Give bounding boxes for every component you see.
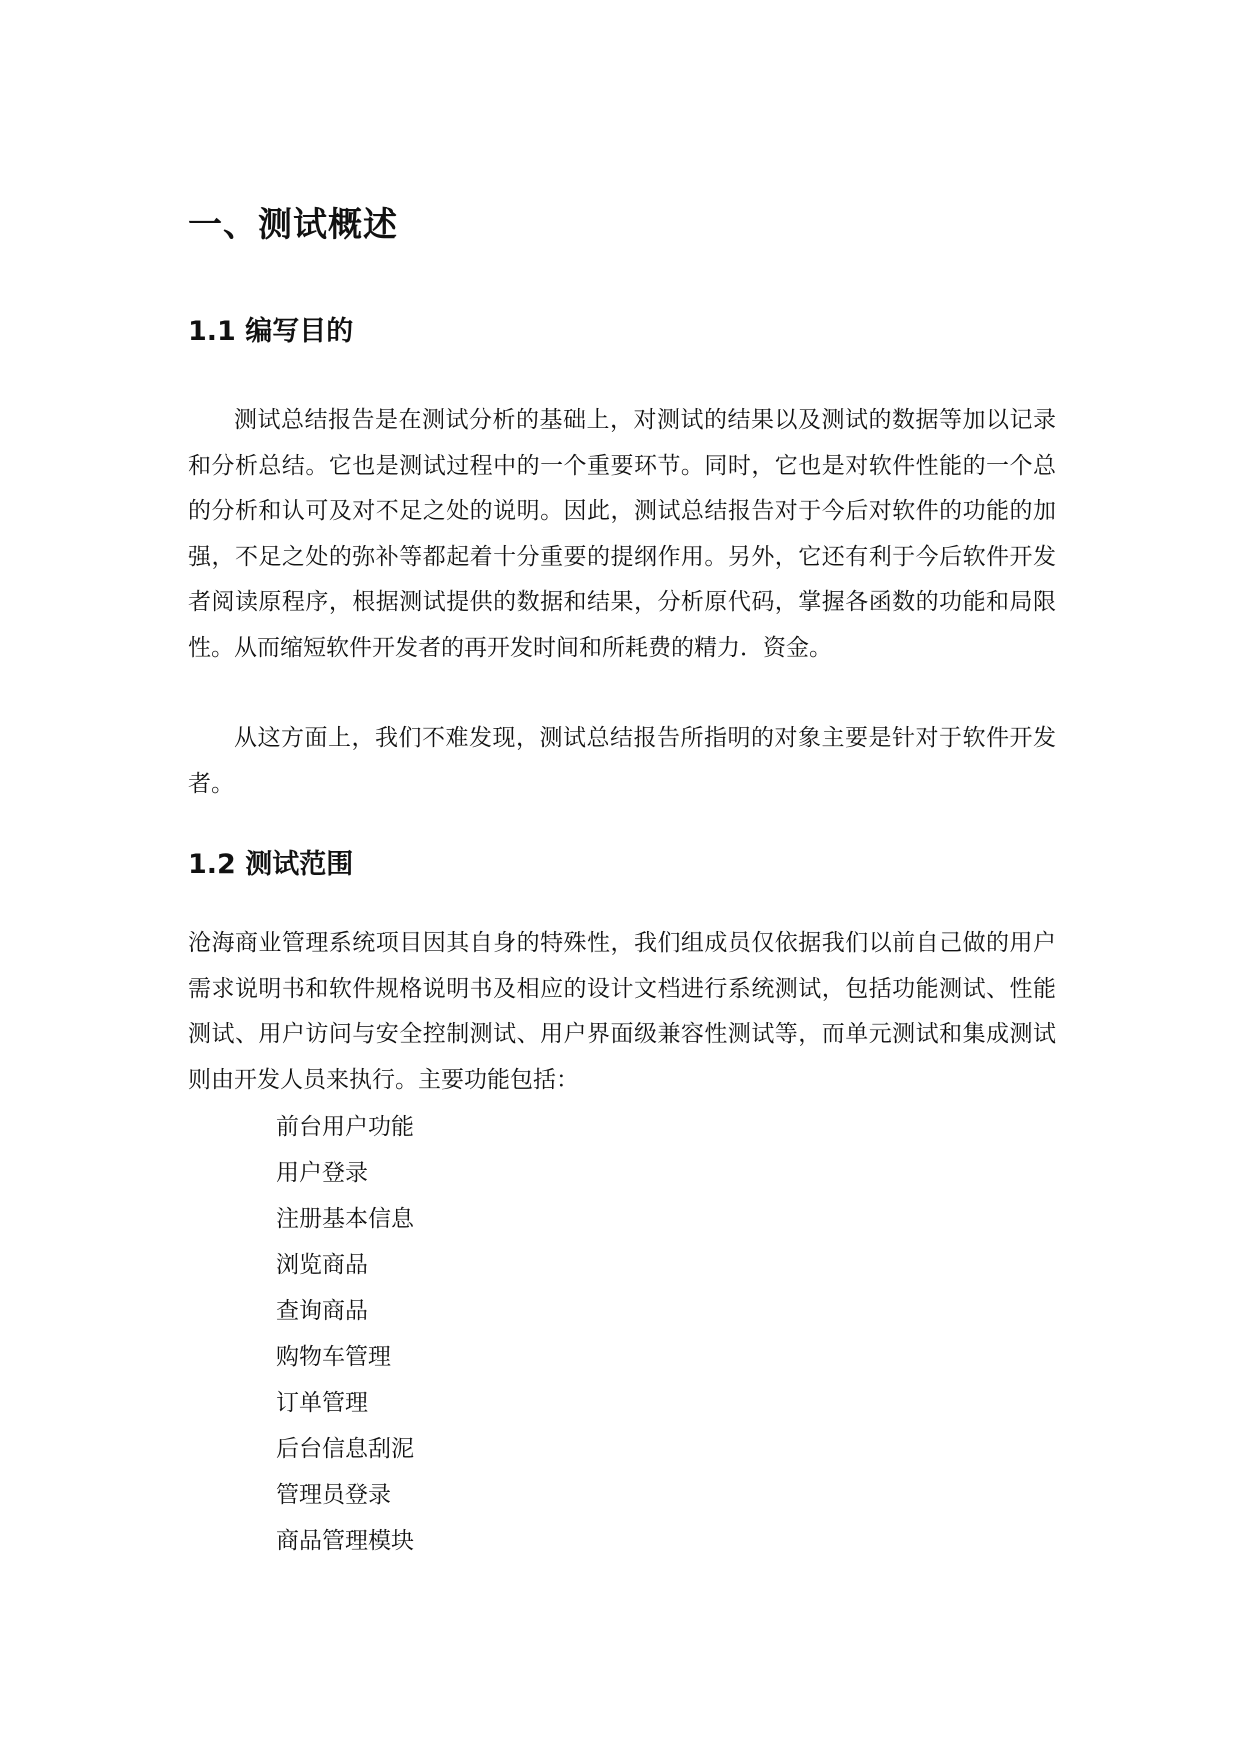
list-item: 前台用户功能 [276,1114,414,1140]
list-item: 浏览商品 [276,1252,368,1278]
paragraph-purpose-2: 从这方面上，我们不难发现，测试总结报告所指明的对象主要是针对于软件开发者。 [188,725,1056,797]
list-item: 订单管理 [276,1390,368,1416]
list-item: 后台信息刮泥 [276,1436,414,1462]
list-item: 商品管理模块 [276,1528,414,1554]
paragraph-purpose-1: 测试总结报告是在测试分析的基础上，对测试的结果以及测试的数据等加以记录和分析总结。它也是测试过程中的一个重要环节。同时，它也是对软件性能的一个总的分析和认可及对不足之处的说明。因此，测试总结报告对于今后对软件的功能的加强，不足之处的弥补等都起着十分重要的提纲作用。另外，它还有利于今后软件开发者阅读原程序，根据测试提供的数据和结果，分析原代码，掌握各函数的功能和局限性。从而缩短软件开发者的再开发时间和所耗费的精力．资金。 [188,407,1056,661]
heading-purpose: 1.1 编写目的 [188,316,354,347]
list-item: 购物车管理 [276,1344,391,1370]
list-item: 用户登录 [276,1160,368,1186]
section-title: 一、测试概述 [188,205,398,245]
list-item: 注册基本信息 [276,1206,414,1232]
list-item: 查询商品 [276,1298,368,1324]
heading-scope: 1.2 测试范围 [188,849,354,880]
paragraph-scope: 沧海商业管理系统项目因其自身的特殊性，我们组成员仅依据我们以前自己做的用户需求说明书和软件规格说明书及相应的设计文档进行系统测试，包括功能测试、性能测试、用户访问与安全控制测试、用户界面级兼容性测试等，而单元测试和集成测试则由开发人员来执行。主要功能包括： [188,930,1056,1093]
function-list [276,1104,414,1564]
list-item: 管理员登录 [276,1482,391,1508]
